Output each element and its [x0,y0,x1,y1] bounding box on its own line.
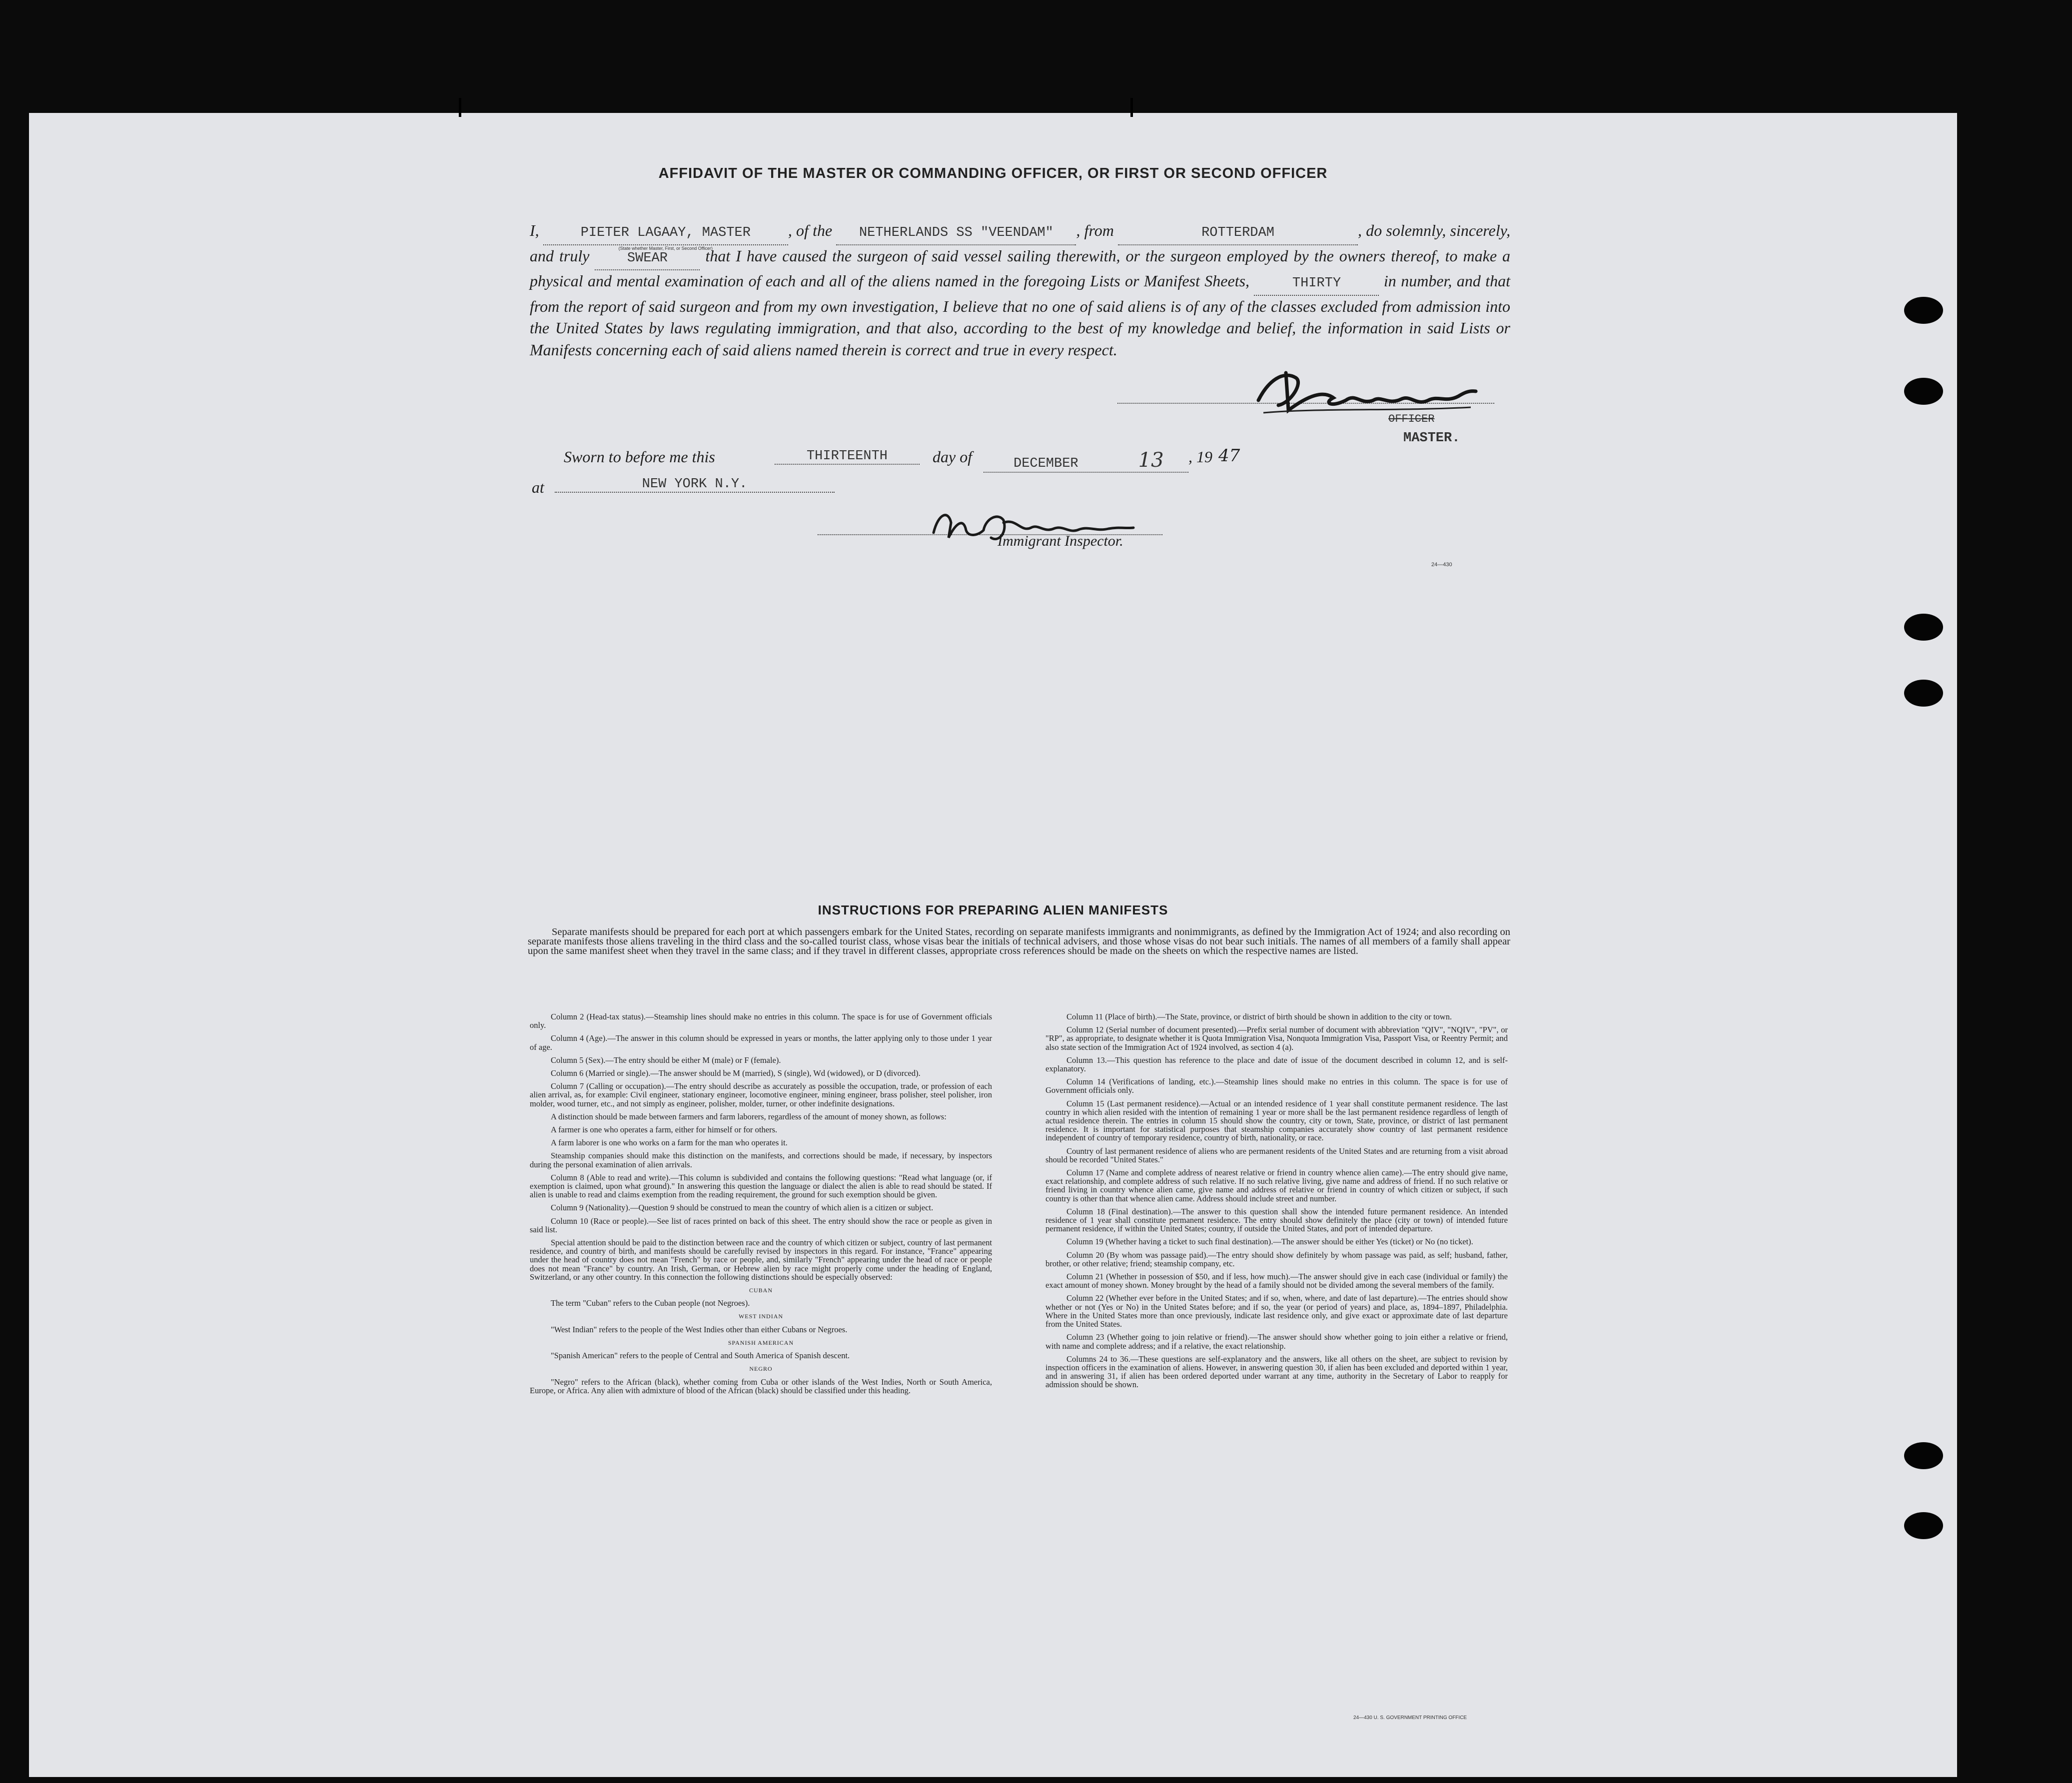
instructions-left-column [530,1012,992,1399]
heading-spanish-american: SPANISH AMERICAN [728,1339,794,1346]
port-from-field: ROTTERDAM [1118,222,1358,245]
officer-struck: OFFICER [1388,413,1435,425]
binder-hole [1904,378,1943,405]
sworn-month-field [984,449,1188,473]
inspector-label: Immigrant Inspector. [998,533,1123,549]
officer-name-field [543,222,788,251]
instruction-item: Column 19 (Whether having a ticket to such final destination).—The answer should be either Yes (ticket) or No (no ticket). [1066,1237,1473,1247]
binder-hole [1904,1442,1943,1469]
instruction-item: Column 18 (Final destination).—The answer to this question shall show the intended future permanent residence. An intended residence of 1 year shall constitute permanent residence. The entry should show definitely the place (city or town) of intended future permanent residence, if within the United States; country, if outside the United States, and port of intended departure. [1045,1206,1508,1234]
instruction-item: Column 8 (Able to read and write).—This column is subdivided and contains the following questions: "Read what language (or, if exemption is claimed, upon what ground)." In answering this question the language or dialect the alien is able to read should be stated. If alien is unable to read and claims exemption from the reading requirement, the ground for such exemption should be given. [530,1172,992,1200]
instruction-item: A farm laborer is one who works on a farm for the man who operates it. [551,1138,788,1148]
sworn-month: DECEMBER [1014,456,1078,471]
affidavit-text-i: I, [530,221,539,239]
affidavit-title: AFFIDAVIT OF THE MASTER OR COMMANDING OFFICER, OR FIRST OR SECOND OFFICER [658,165,1328,181]
instruction-item: Columns 24 to 36.—These questions are self-explanatory and the answers, like all others on the sheet, are subject to revision by inspection officers in the examination of aliens. However, in answering question 30, if alien has been excluded and deported within 1 year, and in answering 31, if alien has been ordered deported under warrant at any time, authority in the Secretary of Labor to reapply for admission should be shown. [1045,1354,1508,1390]
affidavit-body-1: that I have caused the surgeon of said vessel sailing therewith, or the surgeon employed by the owners thereof, to make a physical and mental examination of each and all of the aliens named in the foregoing Lists or Manifest Sheets, [530,246,1511,290]
year-suffix: 47 [1218,446,1240,466]
form-number: 24—430 [1431,562,1452,568]
instruction-item: Column 7 (Calling or occupation).—The entry should describe as accurately as possible the occupation, trade, or profession of each alien arrival, as, for example: Civil engineer, stationary engineer, locomotive engineer, mining engineer, brass polisher, steel polisher, iron molder, wood turner, etc., and not simply as engineer, polisher, molder, turner, or other indefinite designations. [530,1081,992,1108]
instructions-title: INSTRUCTIONS FOR PREPARING ALIEN MANIFESTS [818,902,1168,917]
instruction-item: A farmer is one who operates a farm, either for himself or for others. [551,1125,778,1135]
instruction-item: Column 13.—This question has reference to the place and date of issue of the document described in column 12, and is self-explanatory. [1045,1055,1508,1074]
instruction-item: Column 4 (Age).—The answer in this column should be expressed in years or months, the latter applying only to those under 1 year of age. [530,1033,992,1052]
sworn-text: Sworn to before me this [564,448,715,466]
instruction-item: Column 12 (Serial number of document presented).—Prefix serial number of document with abbreviation "QIV", "NQIV", "PV", or "RP", as appropriate, to designate whether it is Quota Immigration Visa, Nonquota Immigration Visa, Passport Visa, or Reentry Permit; and also state section of the Immigration Act of 1924 involved, as section 4 (a). [1045,1025,1508,1052]
instructions-intro: Separate manifests should be prepared for each port at which passengers embark for the United States, recording on separate manifests immigrants and nonimmigrants, as defined by the Immigration Act of 1924; and also recording on separate manifests those aliens traveling in the third class and the so-called tourist class, whose visas bear the initials of technical advisers, and those whose visas do not bear such initials. The names of all members of a family shall appear upon the same manifest sheet when they travel in the same class; and if they travel in different classes, appropriate cross references should be made on the sheets on which the respective names are listed. [528,926,1510,956]
affidavit-paragraph [530,220,1510,361]
instruction-item: Column 5 (Sex).—The entry should be either M (male) or F (female). [551,1055,781,1065]
heading-negro: NEGRO [749,1365,773,1373]
sworn-date-hand: 13 [1138,449,1164,472]
officer-title: MASTER. [1403,431,1460,446]
instruction-item: Column 14 (Verifications of landing, etc.).—Steamship lines should make no entries in this column. The space is for use of Government officials only. [1045,1077,1508,1095]
negro-text: "Negro" refers to the African (black), whether coming from Cuba or other islands of the West Indies, North or South America, Europe, or Africa. Any alien with admixture of blood of the African (black) should be classified under this heading. [530,1377,992,1395]
scan-tick [1130,98,1133,117]
gpo-note: 24—430 U. S. GOVERNMENT PRINTING OFFICE [1353,1715,1467,1721]
count-field: THIRTY [1254,273,1379,296]
instruction-item: A distinction should be made between farmers and farm laborers, regardless of the amount of money shown, as follows: [551,1111,947,1121]
binder-hole [1904,1512,1943,1539]
at-text: at [532,478,544,496]
heading-west-indian: WEST INDIAN [738,1313,784,1320]
affidavit-body-2: in number, and that from the report of said surgeon and from my own investigation, I believe that no one of said aliens is of any of the classes excluded from admission into the United States by laws regulating immigration, and that also, according to the best of my knowledge and belief, the information in said Lists or Manifests concerning each of said aliens named therein is correct and true in every respect. [530,272,1511,359]
officer-name: PIETER LAGAAY, MASTER [580,225,751,240]
instruction-item: Column 20 (By whom was passage paid).—The entry should show definitely by whom passage was paid, as self; husband, father, brother, or other relative; friend; steamship company, etc. [1045,1250,1508,1268]
location-field: NEW YORK N.Y. [555,477,835,493]
west-indian-text: "West Indian" refers to the people of the West Indies other than either Cubans or Negroes. [551,1324,848,1334]
sworn-day-field: THIRTEENTH [775,449,920,465]
instruction-item: Column 15 (Last permanent residence).—Actual or an intended residence of 1 year shall constitute permanent residence. The last country in which alien resided with the intention of remaining 1 year or more shall be the last permanent residence regardless of length of actual residence therein. The entries in column 15 should show the country, city or town, State, province, or district of last permanent residence. It is important for statistical purposes that steamship companies accurately show country of last permanent residence independent of country of temporary residence, country of birth, nationality, or race. [1045,1098,1508,1143]
instruction-item: Column 17 (Name and complete address of nearest relative or friend in country whence alien came).—The entry should give name, exact relationship, and complete address of such relative. If no such relative living, give name and address of friend. If no such relative or friend living in country whence alien came, give name and address of relative or friend in country of which citizen or subject, if such country is other than that whence alien came. Address should include street and number. [1045,1168,1508,1203]
master-signature [1248,365,1483,420]
instruction-item: Column 11 (Place of birth).—The State, province, or district of birth should be shown in addition to the city or town. [1066,1012,1452,1021]
instruction-item: Steamship companies should make this distinction on the manifests, and corrections should be made, if necessary, by inspectors during the personal examination of alien arrivals. [530,1151,992,1169]
binder-hole [1904,680,1943,707]
oath-field: SWEAR [595,248,700,271]
scan-tick [459,98,461,117]
instructions-right-column [1045,1012,1508,1394]
officer-note: (State whether Master, First, or Second Officer) [618,246,713,251]
instruction-item: Country of last permanent residence of aliens who are permanent residents of the United States and are returning from a visit abroad should be recorded "United States." [1045,1146,1508,1164]
instruction-item: Column 9 (Nationality).—Question 9 should be construed to mean the country of which alien is a citizen or subject. [551,1203,934,1213]
affidavit-text-of-the: , of the [788,221,833,239]
instruction-item: Column 10 (Race or people).—See list of races printed on back of this sheet. The entry should show the race or people as given in said list. [530,1216,992,1234]
instruction-item: Column 22 (Whether ever before in the United States; and if so, when, where, and date of last departure).—The entries should show whether or not (Yes or No) in the United States before; and if so, the year (or period of years) and place, as, 1894–1897, Philadelphia. Where in the United States more than once previously, indicate last residence only, and give exact or approximate date of last departure from the United States. [1045,1293,1508,1329]
binder-hole [1904,297,1943,324]
spanish-american-text: "Spanish American" refers to the people of Central and South America of Spanish descent. [551,1351,850,1361]
day-of-text: day of [933,448,973,466]
vessel-field: NETHERLANDS SS "VEENDAM" [836,222,1076,245]
heading-cuban: CUBAN [749,1287,773,1294]
instruction-item: Column 2 (Head-tax status).—Steamship lines should make no entries in this column. The space is for use of Government officials only. [530,1012,992,1030]
binder-hole [1904,614,1943,641]
cuban-text: The term "Cuban" refers to the Cuban people (not Negroes). [551,1298,750,1308]
instruction-item: Column 21 (Whether in possession of $50, and if less, how much).—The answer should give in each case (individual or family) the exact amount of money shown. Money brought by the head of a family should not be divided among the several members of the family. [1045,1272,1508,1290]
instruction-item: Special attention should be paid to the distinction between race and the country of which citizen or subject, country of last permanent residence, and country of birth, and manifests should be carefully revised by inspectors in this regard. For instance, "France" appearing under the head of country does not mean "French" by race or people, and, similarly "French" appearing under the head of race or people does not mean "France" by country. An Irish, German, or Hebrew alien by race might properly come under the heading of England, Switzerland, or any other country. In this connection the following distinctions should be especially observed: [530,1238,992,1282]
instruction-item: Column 23 (Whether going to join relative or friend).—The answer should show whether going to join either a relative or friend, with name and complete address; and if a relative, the exact relationship. [1045,1332,1508,1351]
year-prefix: , 19 [1188,448,1212,466]
affidavit-text-do: , do solemnly, sincerely, and truly [530,221,1511,265]
affidavit-text-from: , from [1076,221,1114,239]
instruction-item: Column 6 (Married or single).—The answer should be M (married), S (single), Wd (widowed), or D (divorced). [551,1068,921,1078]
manifest-page [29,113,1957,1777]
